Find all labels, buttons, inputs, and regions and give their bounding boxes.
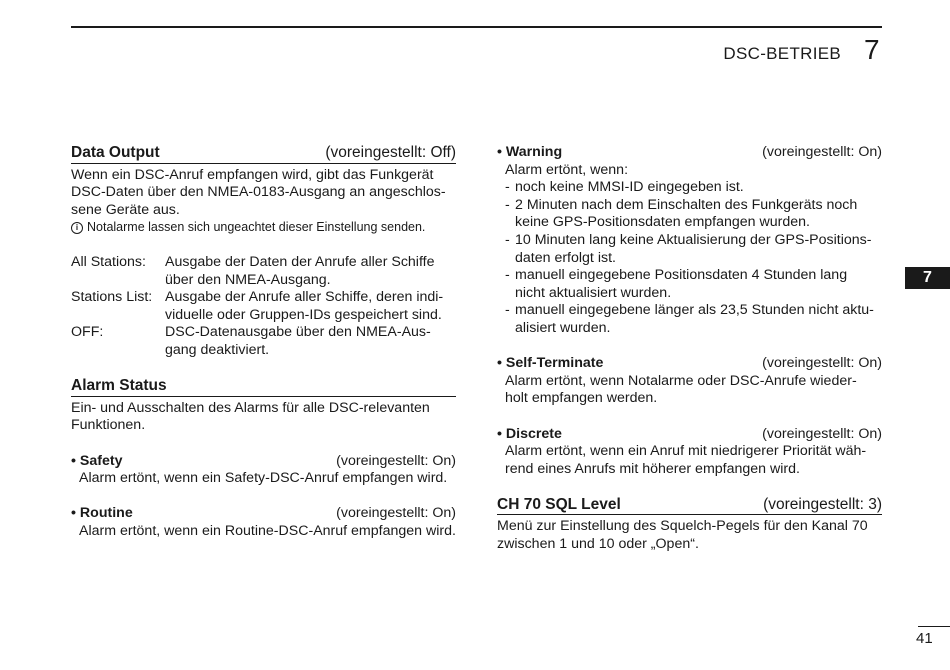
option-desc-line: Ausgabe der Daten der Anrufe aller Schiffe [165,253,435,270]
option-term: Stations List: [71,289,153,306]
paragraph-line: Funktionen. [71,417,146,434]
list-item-line: manuell eingegebene länger als 23,5 Stunden nicht aktu- [515,302,874,319]
chapter-title: DSC-BETRIEB [723,44,841,63]
default-value: (voreingestellt: On) [336,452,456,469]
option-desc-line: viduelle oder Gruppen-IDs gespeichert sind. [165,306,442,323]
default-value: (voreingestellt: On) [762,425,882,442]
subsection-name: • Warning [497,144,563,160]
warning-subheading [497,144,882,162]
default-value: (voreingestellt: 3) [763,495,882,513]
right-column [497,144,882,554]
option-list [71,254,456,360]
paragraph-line: holt empfangen werden. [505,390,658,407]
subsection-name: • Self-Terminate [497,355,604,372]
list-item: - manuell eingegebene Positionsdaten 4 Stunden lang nicht aktualisiert wurden. [505,267,848,301]
paragraph-line: sene Geräte aus. [71,201,180,218]
option-desc-line: über den NMEA-Ausgang. [165,271,331,288]
left-column [71,144,456,540]
section-title: CH 70 SQL Level [497,495,621,513]
header-rule [71,26,882,28]
paragraph-line: zwischen 1 und 10 oder „Open“. [497,536,699,553]
default-value: (voreingestellt: Off) [325,144,456,161]
page-number: 41 [916,630,933,647]
self-terminate-subheading [497,355,882,373]
paragraph-line: Alarm ertönt, wenn ein Routine-DSC-Anruf empfangen wird. [79,522,456,539]
paragraph-line: Menü zur Einstellung des Squelch-Pegels für den Kanal 70 [497,518,868,535]
note [71,219,456,237]
option-row [71,324,456,359]
subsection-name: • Discrete [497,425,562,442]
option-row [71,289,456,324]
section-title: Alarm Status [71,377,167,395]
page-number-rule [918,626,950,627]
paragraph-line: Alarm ertönt, wenn ein Safety-DSC-Anruf empfangen wird. [79,470,448,487]
paragraph-line: DSC-Daten über den NMEA-0183-Ausgang an angeschlos- [71,184,446,201]
list-item-line: daten erfolgt ist. [515,249,616,266]
option-term: All Stations: [71,253,146,270]
paragraph-line: Alarm ertönt, wenn Notalarme oder DSC-Anrufe wieder- [505,372,857,389]
section-title: Data Output [71,144,160,161]
list-item-line: alisiert wurden. [515,319,611,336]
list-item: - 2 Minuten nach dem Einschalten des Funkgeräts noch keine GPS-Positionsdaten empfangen wurden. [505,196,858,231]
alarm-status-heading [71,377,456,397]
list-item-line: manuell eingegebene Positionsdaten 4 Stunden lang [515,267,848,284]
note-text: Notalarme lassen sich ungeachtet dieser Einstellung senden. [87,220,426,235]
subsection-name: • Routine [71,505,133,522]
subsection-name: • Safety [71,452,123,469]
list-item-line: keine GPS-Positionsdaten empfangen wurden. [515,214,810,231]
option-term: OFF: [71,324,104,341]
discrete-subheading [497,426,882,444]
list-item-line: noch keine MMSI-ID eingegeben ist. [515,179,744,196]
default-value: (voreingestellt: On) [762,144,882,160]
list-item: - manuell eingegebene länger als 23,5 Stunden nicht aktu- alisiert wurden. [505,302,874,336]
paragraph-line: Alarm ertönt, wenn ein Anruf mit niedrigerer Priorität wäh- [505,443,867,460]
option-desc-line: gang deaktiviert. [165,341,270,358]
paragraph-line: Ein- und Ausschalten des Alarms für alle DSC-relevanten [71,399,430,416]
default-value: (voreingestellt: On) [336,505,456,522]
list-item-line: 2 Minuten nach dem Einschalten des Funkgeräts noch [515,196,858,213]
data-output-heading [71,144,456,164]
list-item-line: 10 Minuten lang keine Aktualisierung der GPS-Positions- [515,231,872,248]
paragraph-line: Wenn ein DSC-Anruf empfangen wird, gibt das Funkgerät [71,166,434,183]
ch70-heading [497,496,882,516]
chapter-side-tab: 7 [905,267,950,289]
paragraph-line: rend eines Anrufs mit höherer empfangen wird. [505,460,800,477]
option-desc-line: DSC-Datenausgabe über den NMEA-Aus- [165,324,431,341]
list-item: - noch keine MMSI-ID eingegeben ist. [505,179,744,196]
option-row [71,254,456,289]
chapter-number: 7 [864,34,880,65]
info-icon: i [71,222,83,234]
safety-subheading [71,453,456,471]
list-item: - 10 Minuten lang keine Aktualisierung der GPS-Positions- daten erfolgt ist. [505,231,872,266]
routine-subheading [71,505,456,523]
option-desc-line: Ausgabe der Anrufe aller Schiffe, deren indi- [165,289,444,306]
paragraph-line: Alarm ertönt, wenn: [505,161,629,178]
default-value: (voreingestellt: On) [762,355,882,372]
list-item-line: nicht aktualisiert wurden. [515,284,672,301]
